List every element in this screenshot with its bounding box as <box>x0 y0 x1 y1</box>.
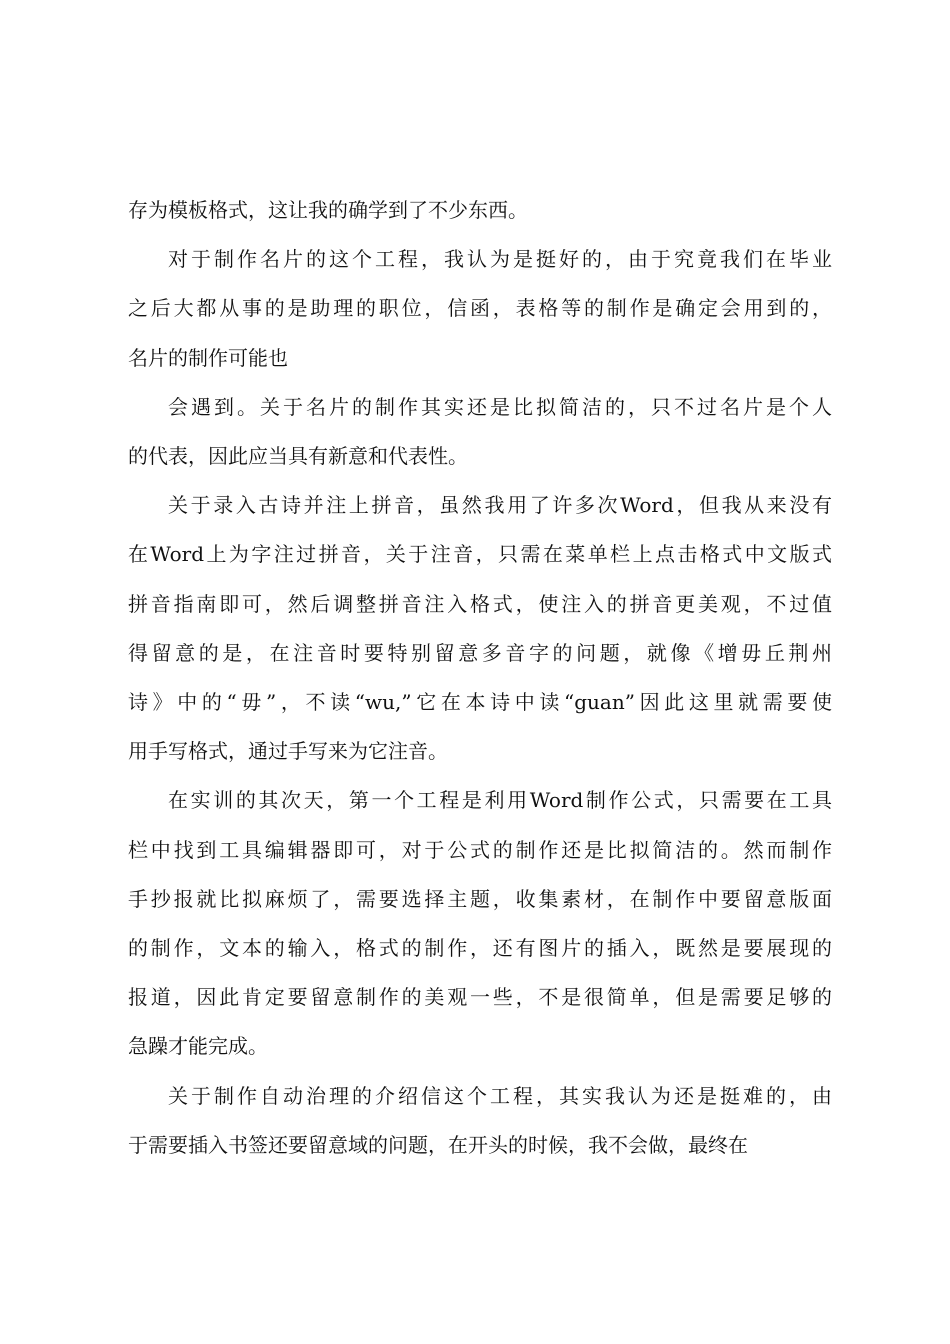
document-body <box>128 186 832 1170</box>
text-line: 之后大都从事的是助理的职位，信函，表格等的制作是确定会用到的， <box>128 296 832 321</box>
paragraph <box>128 481 832 776</box>
text-line: 在Word上为字注过拼音，关于注音，只需在菜单栏上点击格式中文版式 <box>128 542 832 567</box>
text-line: 名片的制作可能也 <box>128 345 288 370</box>
text-line: 的代表，因此应当具有新意和代表性。 <box>128 444 468 469</box>
text-line: 关于制作自动治理的介绍信这个工程，其实我认为还是挺难的，由 <box>168 1083 832 1108</box>
text-line: 手抄报就比拟麻烦了，需要选择主题，收集素材，在制作中要留意版面 <box>128 886 832 911</box>
text-line: 急躁才能完成。 <box>128 1034 268 1059</box>
paragraph <box>128 776 832 1071</box>
paragraph <box>128 383 832 481</box>
paragraph <box>128 235 832 383</box>
text-line: 得留意的是，在注音时要特别留意多音字的问题，就像《增毋丘荆州 <box>128 640 832 665</box>
document-page <box>128 186 832 1170</box>
text-line: 报道，因此肯定要留意制作的美观一些，不是很简单，但是需要足够的 <box>128 985 832 1010</box>
text-line: 拼音指南即可，然后调整拼音注入格式，使注入的拼音更美观，不过值 <box>128 591 832 616</box>
text-line: 栏中找到工具编辑器即可，对于公式的制作还是比拟简洁的。然而制作 <box>128 837 832 862</box>
text-line: 关于录入古诗并注上拼音，虽然我用了许多次Word，但我从来没有 <box>168 493 832 518</box>
text-line: 存为模板格式，这让我的确学到了不少东西。 <box>128 198 528 222</box>
paragraph <box>128 1072 832 1170</box>
text-line: 在实训的其次天，第一个工程是利用Word制作公式，只需要在工具 <box>168 788 832 813</box>
paragraph <box>128 186 832 235</box>
text-line: 会遇到。关于名片的制作其实还是比拟简洁的，只不过名片是个人 <box>168 394 832 419</box>
text-line: 的制作，文本的输入，格式的制作，还有图片的插入，既然是要展现的 <box>128 936 832 961</box>
text-line: 用手写格式，通过手写来为它注音。 <box>128 739 448 764</box>
text-line: 诗》中的“毋”，不读“wu,”它在本诗中读“guan”因此这里就需要使 <box>128 690 832 715</box>
text-line: 对于制作名片的这个工程，我认为是挺好的，由于究竟我们在毕业 <box>168 247 832 272</box>
text-line: 于需要插入书签还要留意域的问题，在开头的时候，我不会做，最终在 <box>128 1132 748 1157</box>
